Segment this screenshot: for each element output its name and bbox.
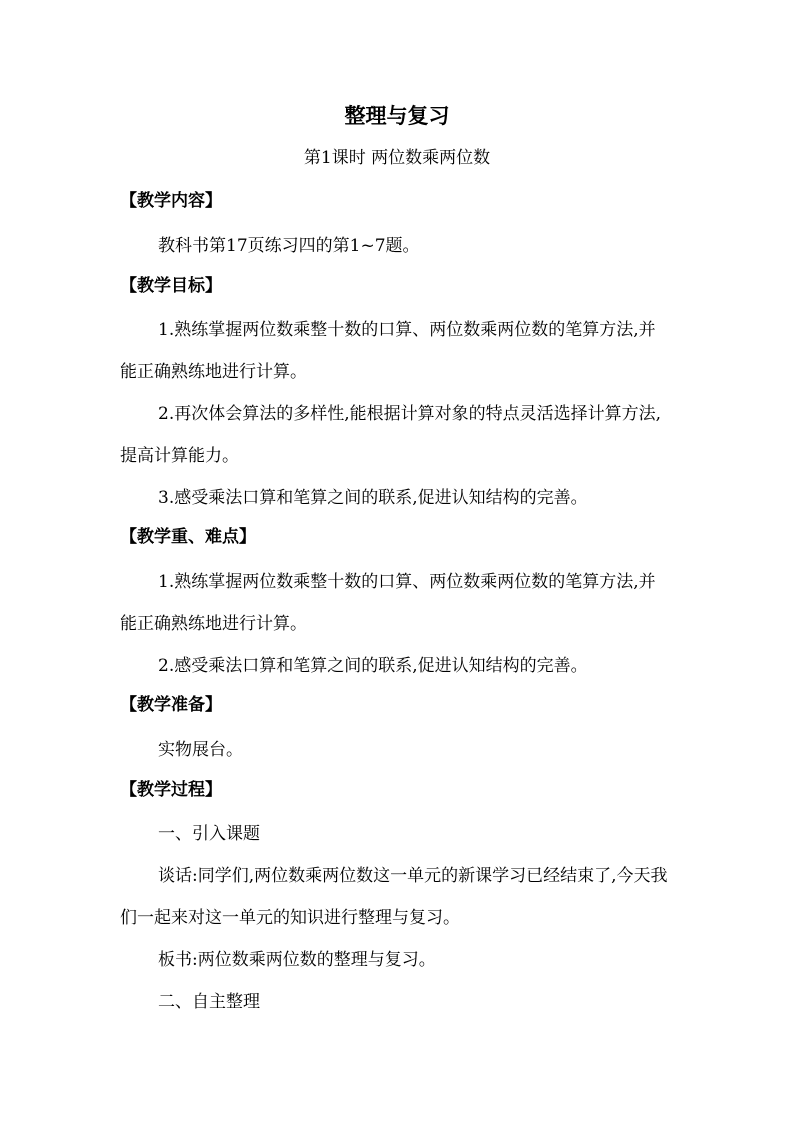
goal-item-3: 3.感受乘法口算和笔算之间的联系,促进认知结构的完善。 [158, 488, 588, 508]
keypoint-item-2: 2.感受乘法口算和笔算之间的联系,促进认知结构的完善。 [158, 656, 588, 676]
section-heading-content: 【教学内容】 [120, 191, 222, 211]
preparation-text: 实物展台。 [158, 740, 243, 760]
goal-item-2: 2.再次体会算法的多样性,能根据计算对象的特点灵活选择计算方法,提高计算能力。 [120, 404, 662, 466]
content-text: 教科书第17页练习四的第1~7题。 [158, 236, 420, 256]
section-heading-goals: 【教学目标】 [120, 276, 222, 296]
keypoint-item-1: 1.熟练掌握两位数乘整十数的口算、两位数乘两位数的笔算方法,并能正确熟练地进行计算。 [120, 572, 656, 634]
process-step-2-title: 二、自主整理 [158, 992, 260, 1012]
process-board-text: 板书:两位数乘两位数的整理与复习。 [158, 950, 436, 970]
goal-item-1: 1.熟练掌握两位数乘整十数的口算、两位数乘两位数的笔算方法,并能正确熟练地进行计算。 [120, 320, 656, 382]
section-heading-preparation: 【教学准备】 [120, 695, 222, 715]
process-step-1-title: 一、引入课题 [158, 824, 260, 844]
process-talk-text: 谈话:同学们,两位数乘两位数这一单元的新课学习已经结束了,今天我们一起来对这一单元的知识进行整理与复习。 [120, 866, 668, 928]
lesson-subtitle: 第1课时 两位数乘两位数 [303, 148, 491, 168]
section-heading-process: 【教学过程】 [120, 780, 222, 800]
section-heading-keypoints: 【教学重、难点】 [120, 527, 256, 547]
document-title: 整理与复习 [344, 103, 450, 128]
